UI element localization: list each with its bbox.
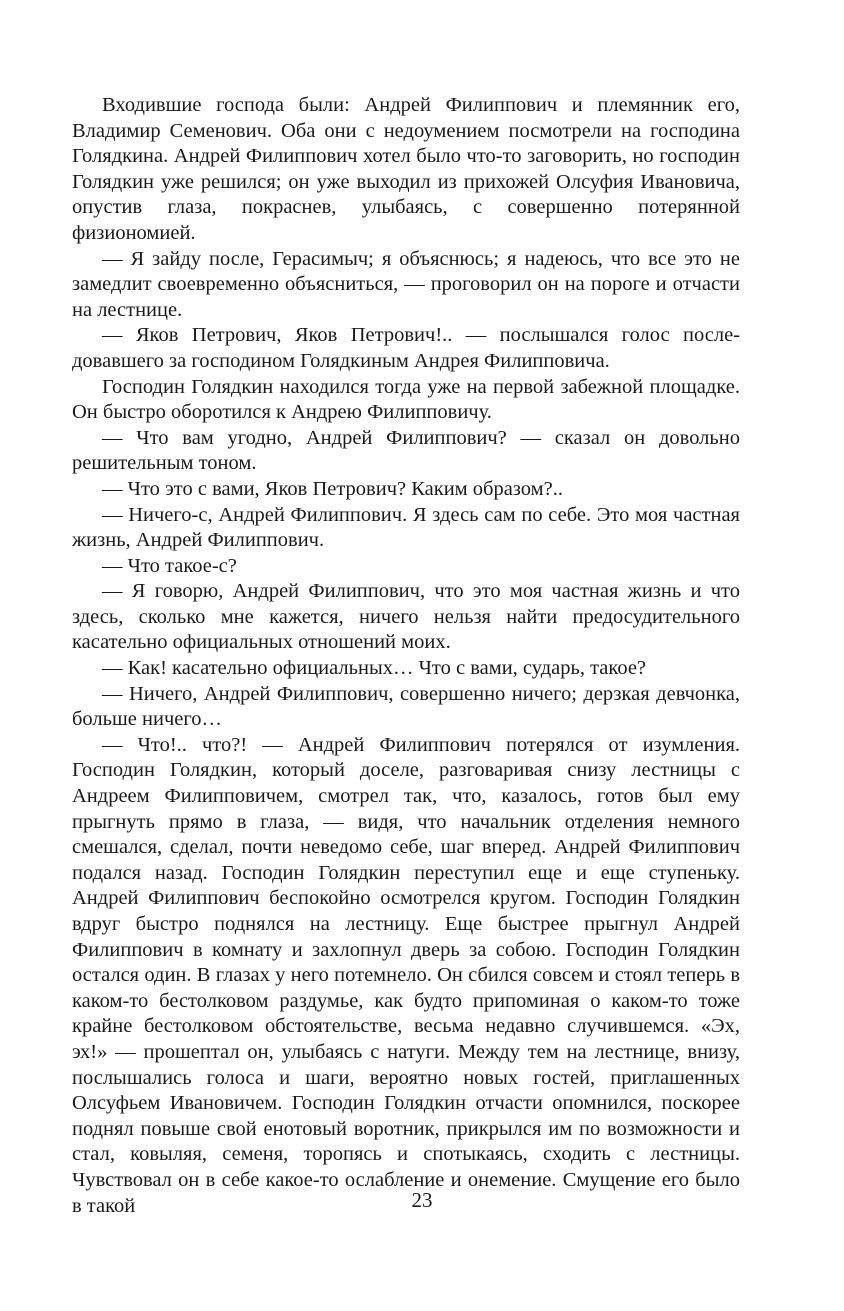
page-number: 23 — [411, 1188, 433, 1212]
paragraph: — Как! касательно официальных… Что с вами, сударь, такое? — [102, 657, 647, 680]
paragraph: — Ничего-с, Андрей Филиппович. Я здесь сам по себе. Это моя частная жизнь, Андрей Филиппович. — [72, 503, 740, 552]
paragraph: — Что такое-с? — [102, 554, 237, 577]
body-text — [72, 93, 740, 1219]
paragraph: — Я говорю, Андрей Филиппович, что это моя частная жизнь и что здесь, сколько мне кажется, ничего нельзя найти предосудительного касательно официальных отношений моих. — [72, 580, 740, 654]
paragraph: — Яков Петрович, Яков Петрович!.. — послышался голос последовавшего за господином Голядкиным Андрея Филипповича. — [72, 324, 740, 372]
paragraph: Входившие господа были: Андрей Филиппович и племянник его, Владимир Семенович. Оба они с недоумением посмотрели на господина Голядкина. Андрей Филиппович хотел было что-то заговорить, но господин Голядкин уже решился; он уже выходил из прихожей Олсуфия Ивановича, опустив глаза, покраснев, улыбаясь, с совершенно потерянной физиономией. — [72, 94, 740, 244]
paragraph: — Ничего, Андрей Филиппович, совершенно ничего; дерзкая девчонка, больше ничего… — [72, 682, 740, 731]
paragraph: — Я зайду после, Герасимыч; я объяснюсь; я надеюсь, что все это не замедлит своевременно объясниться, — проговорил он на пороге и отчасти на лестнице. — [72, 247, 740, 321]
paragraph: — Что вам угодно, Андрей Филиппович? — сказал он довольно решительным тоном. — [72, 426, 740, 475]
paragraph: Господин Голядкин находился тогда уже на первой забежной площадке. Он быстро оборотился к Андрею Филипповичу. — [72, 375, 740, 424]
paragraph: — Что это с вами, Яков Петрович? Каким образом?.. — [102, 477, 563, 500]
paragraph: — Что!.. что?! — Андрей Филиппович потерялся от изумления. Господин Голядкин, который доселе, разговаривая снизу лестницы с Андреем Филипповичем, смотрел так, что, казалось, готов был ему прыгнуть прямо в глаза, — видя, что начальник отделения немного смешался, сделал, почти неведомо себе, шаг вперед. Андрей Филиппович подался назад. Господин Голядкин переступил еще и еще ступеньку. Андрей Филиппович беспокойно осмотрелся кругом. Господин Голядкин вдруг быстро поднялся на лестницу. Еще быстрее прыгнул Андрей Филиппович в комнату и захлопнул дверь за собою. Господин Голядкин остался один. В глазах у него потемнело. Он сбился совсем и стоял теперь в каком-то бестолковом раздумье, как будто припоминая о каком-то тоже крайне бестолковом обстоятельстве, весьма недавно случившемся. «Эх, эх!» — прошептал он, улыбаясь с натуги. Между тем на лестнице, внизу, послышались голоса и шаги, вероятно новых гостей, приглашенных Олсуфьем Ивановичем. Господин Голядкин отчасти опомнился, поскорее поднял повыше свой енотовый воротник, прикрылся им по возможности и стал, ковыляя, семеня, торопясь и спотыкаясь, сходить с лестницы. Чувствовал он в себе какое-то ослабление и онемение. Смущение его было в такой — [72, 733, 740, 1217]
